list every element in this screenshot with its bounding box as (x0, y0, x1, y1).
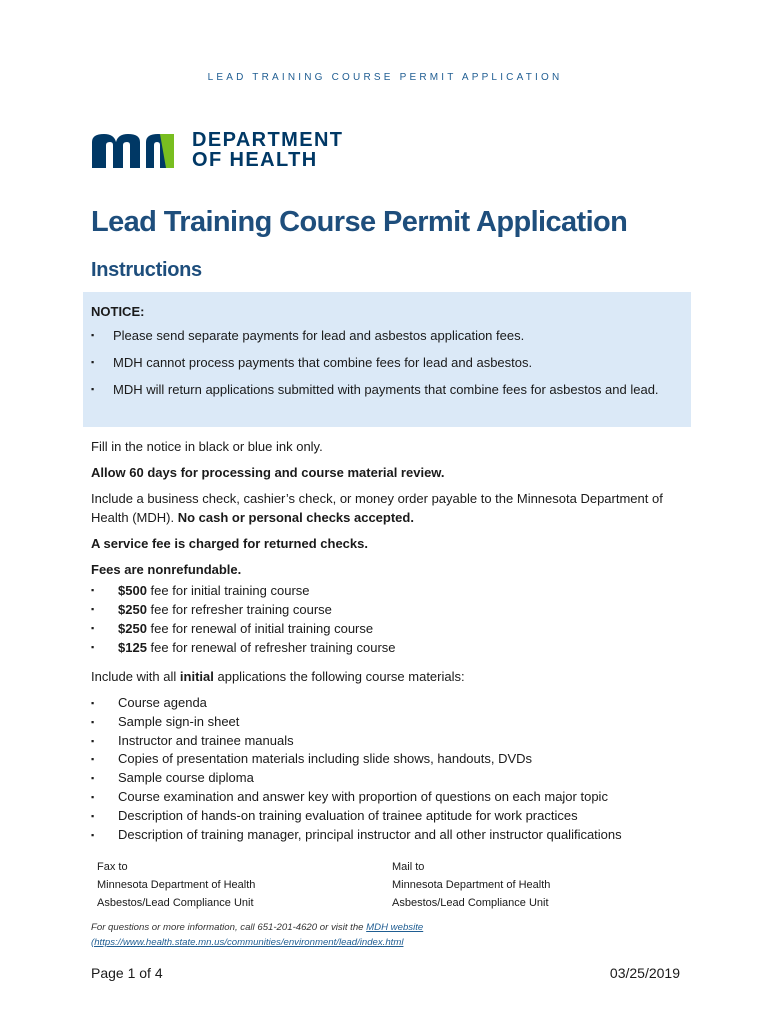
material-item: ▪ Course agenda (91, 694, 691, 713)
notice-item: ▪ MDH cannot process payments that combine fees for lead and asbestos. (91, 353, 676, 372)
logo-line-department: DEPARTMENT (192, 129, 344, 151)
footnote-text: For questions or more information, call 651-201-4620 or visit the (91, 922, 364, 933)
fax-contact (97, 858, 255, 912)
fee-item (91, 600, 691, 619)
service-fee-note: A service fee is charged for returned checks. (91, 536, 368, 551)
instructions-body (91, 437, 691, 851)
notice-item: ▪ Please send separate payments for lead and asbestos application fees. (91, 326, 676, 345)
payment-warning: No cash or personal checks accepted. (177, 510, 414, 525)
ink-instruction: Fill in the notice in black or blue ink only. (91, 439, 323, 454)
fee-amount: $250 (118, 602, 147, 617)
notice-heading: NOTICE: (91, 304, 145, 319)
material-item: ▪ Instructor and trainee manuals (91, 732, 691, 751)
footnote (91, 920, 731, 950)
material-item: ▪ Description of hands-on training evaluation of trainee aptitude for work practices (91, 807, 691, 826)
notice-list (91, 326, 676, 407)
revision-date: 03/25/2019 (609, 965, 680, 981)
payment-instruction (91, 489, 691, 527)
payment-text: Include a business check, cashier’s check, or money order payable to the Minnesota Department of Health (MDH). (91, 491, 663, 525)
processing-time: Allow 60 days for processing and course material review. (91, 465, 445, 480)
material-item: ▪ Course examination and answer key with proportion of questions on each major topic (91, 788, 691, 807)
materials-intro (91, 667, 691, 686)
fee-item (91, 638, 691, 657)
fax-line-1: Minnesota Department of Health (97, 879, 256, 891)
fee-item (91, 619, 691, 638)
fee-amount: $125 (118, 640, 147, 655)
materials-intro-emphasis: initial (179, 669, 214, 684)
notice-box (83, 292, 691, 427)
mdh-website-link[interactable]: MDH website (https://www.health.state.mn.us/communities/environment/lead/index.html (91, 922, 424, 948)
logo-wordmark (192, 130, 343, 170)
material-item: ▪ Sample sign-in sheet (91, 713, 691, 732)
fee-list (91, 581, 691, 657)
fee-description: fee for renewal of refresher training course (150, 640, 396, 655)
mail-line-2: Asbestos/Lead Compliance Unit (392, 897, 549, 909)
fee-description: fee for refresher training course (150, 602, 332, 617)
material-item: ▪ Copies of presentation materials including slide shows, handouts, DVDs (91, 750, 691, 769)
materials-intro-text-end: applications the following course materials: (217, 669, 465, 684)
fax-label: Fax to (97, 861, 128, 873)
notice-item: ▪ MDH will return applications submitted with payments that combine fees for asbestos and lead. (91, 380, 676, 399)
material-item: ▪ Sample course diploma (91, 769, 691, 788)
fee-description: fee for initial training course (150, 583, 310, 598)
fee-description: fee for renewal of initial training course (150, 621, 374, 636)
fee-item (91, 581, 691, 600)
materials-intro-text: Include with all (91, 669, 177, 684)
mail-contact (392, 858, 550, 912)
mail-label: Mail to (392, 861, 425, 873)
logo-line-of-health: OF HEALTH (192, 149, 318, 171)
material-item: ▪ Description of training manager, principal instructor and all other instructor qualifications (91, 826, 691, 845)
nonrefundable-note: Fees are nonrefundable. (91, 562, 242, 577)
fee-amount: $250 (118, 621, 147, 636)
materials-list (91, 694, 691, 844)
fax-line-2: Asbestos/Lead Compliance Unit (97, 897, 254, 909)
mail-line-1: Minnesota Department of Health (392, 879, 551, 891)
fee-amount: $500 (118, 583, 147, 598)
page-number: Page 1 of 4 (91, 965, 163, 981)
document-title: Lead Training Course Permit Application (91, 206, 628, 238)
section-title-instructions: Instructions (91, 259, 202, 281)
running-header: LEAD TRAINING COURSE PERMIT APPLICATION (207, 72, 563, 83)
